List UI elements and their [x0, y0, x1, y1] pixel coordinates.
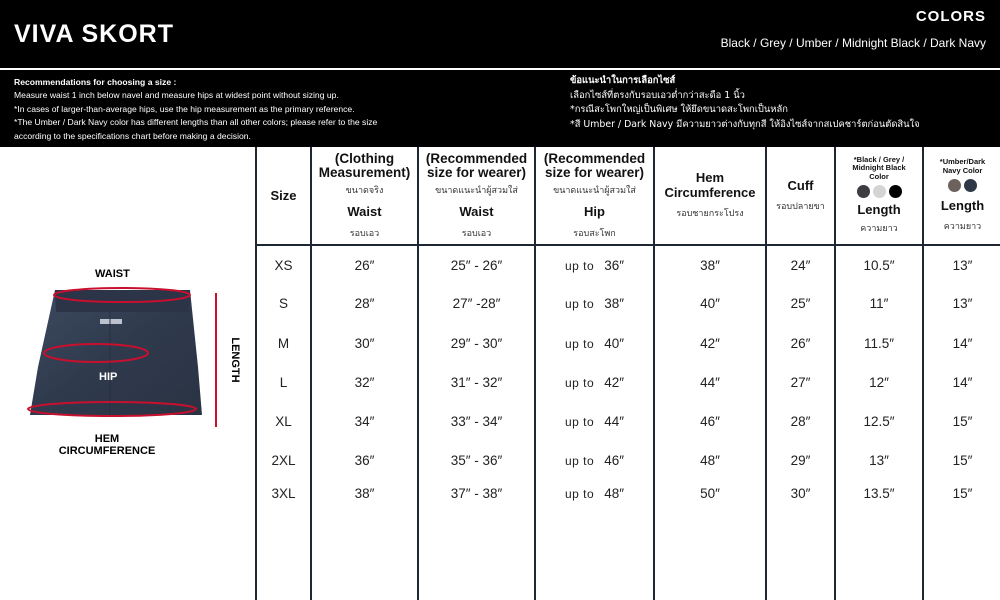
- cell-len-b: 13″: [923, 245, 1000, 284]
- recommendations-thai: [570, 74, 990, 132]
- cell-rec-waist: 35″ - 36″: [418, 441, 535, 480]
- hip-label: HIP: [99, 371, 118, 383]
- cell-cuff: 28″: [766, 402, 835, 441]
- recommendations-english: [14, 76, 484, 143]
- cell-len-b: 15″: [923, 402, 1000, 441]
- cell-cuff: 29″: [766, 441, 835, 480]
- swatch-umber: [948, 179, 961, 192]
- header-waist: (Clothing Measurement) ขนาดจริง Waist รอบเอว: [311, 147, 418, 245]
- hip-value: 46″: [604, 453, 624, 469]
- cell-waist: 38″: [311, 481, 418, 600]
- hip-value: 36″: [604, 257, 624, 273]
- cell-len-a: 11.5″: [835, 324, 923, 363]
- cell-cuff: 30″: [766, 481, 835, 600]
- cell-len-a: 12″: [835, 363, 923, 402]
- colors-heading: COLORS: [915, 8, 986, 25]
- hip-value: 42″: [604, 374, 624, 390]
- cell-rec-waist: 25″ - 26″: [418, 245, 535, 284]
- cell-cuff: 25″: [766, 284, 835, 323]
- cell-hip: [535, 284, 654, 323]
- colors-list: Black / Grey / Umber / Midnight Black / Dark Navy: [720, 36, 986, 50]
- table-body: [256, 245, 1000, 600]
- skort-drawing: [0, 147, 255, 600]
- cell-rec-waist: 29″ - 30″: [418, 324, 535, 363]
- up-to-label: up to: [565, 297, 595, 312]
- header-cuff: Cuff รอบปลายขา: [766, 147, 835, 245]
- header-rec-hip: (Recommended size for wearer) ขนาดแนะนำผู้สวมใส่ Hip รอบสะโพก: [535, 147, 654, 245]
- recommendation-line: *The Umber / Dark Navy color has different lengths than all other colors; please refer to the size: [14, 117, 378, 128]
- cell-rec-waist: 31″ - 32″: [418, 363, 535, 402]
- cell-size: XS: [256, 245, 311, 284]
- recommendation-line: *In cases of larger-than-average hips, use the hip measurement as the primary reference.: [14, 103, 355, 114]
- table-row: [256, 324, 1000, 363]
- cell-size: S: [256, 284, 311, 323]
- swatch-grey: [873, 185, 886, 198]
- recommendations-panel: [0, 70, 1000, 147]
- recommendations-heading: Recommendations for choosing a size :: [14, 77, 177, 87]
- recommendation-line-thai: *สี Umber / Dark Navy มีความยาวต่างกับทุกสี ให้อิงไซส์จากสเปคชาร์ตก่อนตัดสินใจ: [570, 118, 920, 130]
- hip-value: 48″: [604, 485, 624, 501]
- cell-hem: 46″: [654, 402, 766, 441]
- cell-len-b: 14″: [923, 324, 1000, 363]
- cell-waist: 34″: [311, 402, 418, 441]
- cell-rec-waist: 27″ -28″: [418, 284, 535, 323]
- header-bar: [0, 0, 1000, 68]
- cell-len-a: 12.5″: [835, 402, 923, 441]
- up-to-label: up to: [565, 454, 595, 469]
- up-to-label: up to: [565, 415, 595, 430]
- swatch-dark-navy: [964, 179, 977, 192]
- cell-len-a: 10.5″: [835, 245, 923, 284]
- table-header-row: [256, 147, 1000, 245]
- hip-value: 38″: [604, 296, 624, 312]
- cell-rec-waist: 33″ - 34″: [418, 402, 535, 441]
- size-chart-table: [255, 147, 1000, 600]
- recommendation-line-thai: เลือกไซส์ที่ตรงกับรอบเอวต่ำกว่าสะดือ 1 นิ้ว: [570, 89, 745, 101]
- cell-rec-waist: 37″ - 38″: [418, 481, 535, 600]
- cell-hip: [535, 481, 654, 600]
- table-row: [256, 245, 1000, 284]
- cell-hem: 38″: [654, 245, 766, 284]
- recommendation-line: according to the specifications chart before making a decision.: [14, 130, 251, 141]
- cell-len-b: 15″: [923, 481, 1000, 600]
- cell-len-a: 13.5″: [835, 481, 923, 600]
- cell-hip: [535, 402, 654, 441]
- cell-cuff: 24″: [766, 245, 835, 284]
- table-row: [256, 481, 1000, 600]
- cell-hem: 50″: [654, 481, 766, 600]
- hip-value: 40″: [604, 335, 624, 351]
- page-title: VIVA SKORT: [14, 20, 175, 48]
- color-swatches-b: [924, 179, 1000, 192]
- length-label: LENGTH: [229, 337, 241, 383]
- waist-label: WAIST: [95, 268, 130, 280]
- cell-waist: 28″: [311, 284, 418, 323]
- up-to-label: up to: [565, 336, 595, 351]
- cell-size: M: [256, 324, 311, 363]
- recommendation-line: Measure waist 1 inch below navel and measure hips at widest point without sizing up.: [14, 90, 339, 101]
- swatch-black: [857, 185, 870, 198]
- cell-hip: [535, 363, 654, 402]
- header-length-b: *Umber/Dark Navy Color Length ความยาว: [923, 147, 1000, 245]
- color-swatches-a: [836, 185, 922, 198]
- recommendation-line-thai: *กรณีสะโพกใหญ่เป็นพิเศษ ให้ยึดขนาดสะโพกเป็นหลัก: [570, 104, 788, 116]
- cell-cuff: 27″: [766, 363, 835, 402]
- cell-size: L: [256, 363, 311, 402]
- header-hem: Hem Circumference รอบชายกระโปรง: [654, 147, 766, 245]
- up-to-label: up to: [565, 486, 595, 501]
- cell-size: XL: [256, 402, 311, 441]
- cell-len-a: 13″: [835, 441, 923, 480]
- cell-cuff: 26″: [766, 324, 835, 363]
- hip-value: 44″: [604, 414, 624, 430]
- buckle-icon: [100, 319, 122, 324]
- table-row: [256, 363, 1000, 402]
- cell-hem: 42″: [654, 324, 766, 363]
- table-row: [256, 441, 1000, 480]
- skort-illustration: [0, 147, 255, 600]
- cell-hip: [535, 441, 654, 480]
- table-row: [256, 402, 1000, 441]
- hem-label: HEM CIRCUMFERENCE: [58, 433, 156, 457]
- cell-len-b: 13″: [923, 284, 1000, 323]
- swatch-midnight-black: [889, 185, 902, 198]
- cell-hip: [535, 324, 654, 363]
- cell-len-b: 14″: [923, 363, 1000, 402]
- table-row: [256, 284, 1000, 323]
- cell-hem: 40″: [654, 284, 766, 323]
- cell-waist: 30″: [311, 324, 418, 363]
- cell-waist: 32″: [311, 363, 418, 402]
- cell-hem: 48″: [654, 441, 766, 480]
- header-length-a: *Black / Grey / Midnight Black Color Length ความยาว: [835, 147, 923, 245]
- header-rec-waist: (Recommended size for wearer) ขนาดแนะนำผู้สวมใส่ Waist รอบเอว: [418, 147, 535, 245]
- up-to-label: up to: [565, 258, 595, 273]
- cell-hem: 44″: [654, 363, 766, 402]
- cell-len-a: 11″: [835, 284, 923, 323]
- cell-size: 2XL: [256, 441, 311, 480]
- cell-waist: 26″: [311, 245, 418, 284]
- recommendations-heading-thai: ข้อแนะนำในการเลือกไซส์: [570, 75, 676, 86]
- cell-waist: 36″: [311, 441, 418, 480]
- cell-size: 3XL: [256, 481, 311, 600]
- cell-len-b: 15″: [923, 441, 1000, 480]
- cell-hip: [535, 245, 654, 284]
- up-to-label: up to: [565, 375, 595, 390]
- header-size: Size: [256, 147, 311, 245]
